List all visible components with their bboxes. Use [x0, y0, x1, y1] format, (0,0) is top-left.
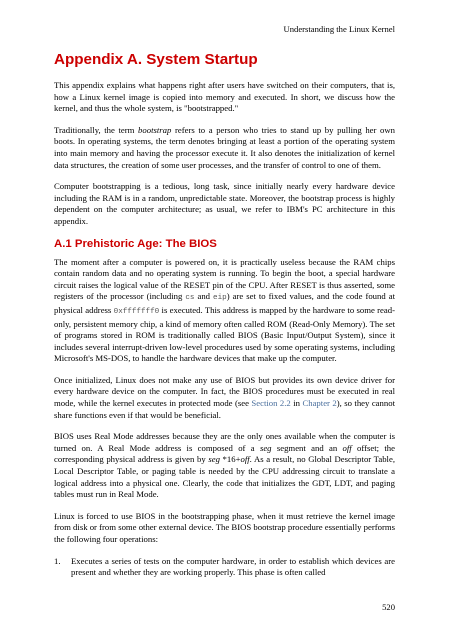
appendix-title: Appendix A. System Startup — [54, 51, 258, 68]
text-run: . As a result, no Global Descriptor Table, Local Descriptor Table, or paging table is needed by the CPU addressing circuit to translate a logical address into a physical one. Clearly, the code that initializes the GDT, LDT, and paging tables must run in Real Mode. — [54, 454, 395, 500]
emphasis-seg: seg — [259, 442, 272, 453]
chapter-link[interactable]: Chapter 2 — [302, 398, 337, 409]
running-head: Understanding the Linux Kernel — [283, 24, 395, 34]
text-run: offset; the corresponding physical address is given by — [54, 442, 395, 465]
bios-paragraph — [54, 257, 395, 365]
list-item-text: Executes a series of tests on the computer hardware, in order to establish which devices are present and whether they are working properly. This phase is often called — [71, 555, 395, 578]
text-run: ), so they cannot share functions even if that would be beneficial. — [54, 398, 395, 420]
operations-list — [54, 556, 395, 579]
text-run: and — [194, 291, 214, 302]
bootstrap-paragraph — [54, 125, 395, 171]
section-title: A.1 Prehistoric Age: The BIOS — [54, 237, 217, 250]
text-run: refers to a person who tries to stand up by pulling her own boots. In operating systems, the term denotes bringing at least a portion of the operating system into main memory and having the processor execute it. It also denotes the initialization of kernel data structures, the creation of some user processes, and the transfer of control to one of them. — [54, 124, 395, 170]
intro-paragraph: This appendix explains what happens right after users have switched on their computers, that is, how a Linux kernel image is copied into memory and executed. In short, we discuss how the kernel, and thus the whole system, is "bootstrapped." — [54, 80, 395, 114]
text-run: segment and an — [271, 442, 343, 453]
text-run: The moment after a computer is powered on, it is practically useless because the RAM chips contain random data and no operating system is running. To begin the boot, a special hardware circuit raises the logical value of the RESET pin of the CPU. After RESET is thus asserted, some registers of the processor (including — [54, 256, 395, 302]
text-run: is executed. This address is mapped by the hardware to some read-only, persistent memory chip, a kind of memory often called ROM (Read-Only Memory). The set of programs stored in ROM is traditionally called BIOS (Basic Input/Output System), since it includes several interrupt-driven low-level procedures used by some operating systems, including Microsoft's MS-DOS, to handle the hardware devices that make up the computer. — [54, 304, 395, 364]
text-run: ) are set to fixed values, and the code found at physical address — [54, 291, 395, 315]
text-run: in — [290, 398, 303, 409]
linux-bios-paragraph — [54, 375, 395, 421]
text-run: Traditionally, the term — [54, 124, 139, 135]
code-eip: eip — [213, 294, 227, 303]
formula-seg: seg — [208, 454, 220, 465]
text-run: Once initialized, Linux does not make any use of BIOS but provides its own device driver for every hardware device on the computer. In fact, the BIOS procedures must be executed in real mode, while the kernel executes in protected mode (see — [54, 374, 395, 409]
emphasis-bootstrap: bootstrap — [138, 124, 172, 135]
code-cs: cs — [185, 294, 195, 303]
real-mode-paragraph — [54, 431, 395, 501]
page-number: 520 — [382, 602, 395, 612]
formula-operator: *16+ — [219, 454, 241, 465]
text-run: BIOS uses Real Mode addresses because they are the only ones available when the computer is turned on. A Real Mode address is composed of a — [54, 431, 395, 453]
emphasis-off: off — [342, 442, 352, 453]
code-address: 0xfffffff0 — [113, 307, 160, 316]
body-text — [54, 80, 395, 579]
section-link[interactable]: Section 2.2 — [251, 398, 291, 409]
list-number: 1. — [54, 555, 61, 566]
bootstrap-procedure-paragraph: Linux is forced to use BIOS in the bootstrapping phase, when it must retrieve the kernel image from disk or from some other external device. The BIOS bootstrap procedure essentially performs the following four operations: — [54, 510, 395, 544]
bootstrapping-paragraph: Computer bootstrapping is a tedious, long task, since initially nearly every hardware device including the RAM is in a random, unpredictable state. Moreover, the bootstrap process is highly dependent on the computer architecture; as usual, we refer to IBM's PC architecture in this appendix. — [54, 181, 395, 226]
list-item — [54, 556, 395, 579]
formula-off: off — [240, 454, 250, 465]
